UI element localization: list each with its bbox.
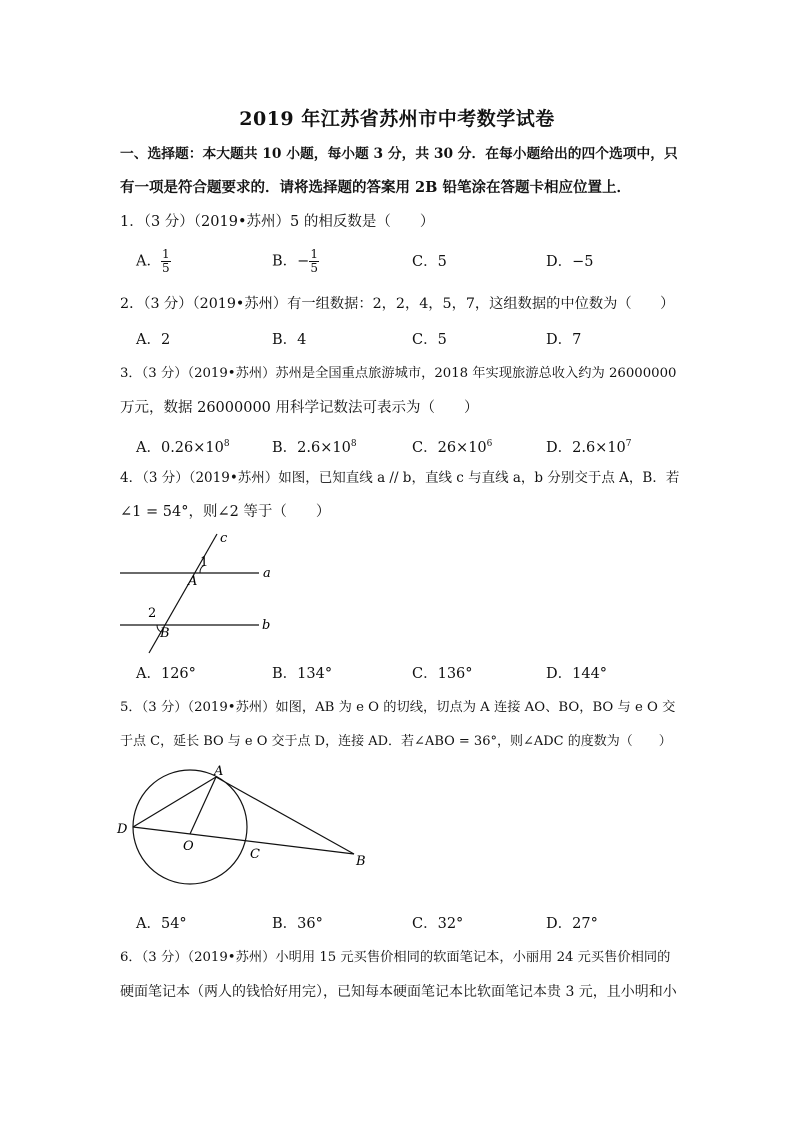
q1-option-c[interactable]: C．5 bbox=[412, 254, 447, 270]
question-3-options bbox=[0, 434, 794, 458]
q1-option-b-numerator: 1 bbox=[310, 247, 318, 261]
q3-option-b-base: B．2.6×10 bbox=[272, 440, 351, 456]
q2-option-a[interactable]: A．2 bbox=[136, 332, 171, 348]
question-5-options bbox=[0, 914, 794, 938]
q5-option-b[interactable]: B．36° bbox=[272, 916, 323, 932]
page-title: 2019 年江苏省苏州市中考数学试卷 bbox=[239, 108, 555, 130]
q2-option-c[interactable]: C．5 bbox=[412, 332, 447, 348]
question-3-line-1: 3．（3 分）（2019•苏州）苏州是全国重点旅游城市，2018 年实现旅游总收入约为 26000000 bbox=[120, 366, 677, 381]
section-header-line-1: 一、选择题：本大题共 10 小题，每小题 3 分，共 30 分．在每小题给出的四个选项中，只 bbox=[120, 146, 678, 162]
q4-figure bbox=[116, 530, 281, 655]
q3-option-a-exponent: 8 bbox=[223, 439, 230, 449]
q1-option-d[interactable]: D．−5 bbox=[546, 254, 594, 270]
question-4-line-2: ∠1 = 54°，则∠2 等于（ ） bbox=[120, 504, 331, 520]
q5-label-D: D bbox=[117, 822, 128, 837]
q3-option-d-base: D．2.6×10 bbox=[546, 440, 626, 456]
question-4-line-1: 4．（3 分）（2019•苏州）如图，已知直线 a // b，直线 c 与直线 a，b 分别交于点 A，B．若 bbox=[120, 470, 680, 486]
q1-option-b-denominator: 5 bbox=[310, 261, 318, 275]
q1-option-b-label: B．− bbox=[272, 253, 310, 270]
q1-option-a-label: A． bbox=[136, 253, 161, 270]
q4-label-B: B bbox=[160, 626, 170, 641]
q4-label-c: c bbox=[220, 531, 228, 546]
q3-option-c-base: C．26×10 bbox=[412, 440, 487, 456]
question-2-options bbox=[0, 330, 794, 354]
q3-option-b-exponent: 8 bbox=[350, 439, 357, 449]
question-5-line-1: 5．（3 分）（2019•苏州）如图，AB 为 e O 的切线，切点为 A 连接 AO、BO，BO 与 e O 交 bbox=[120, 700, 676, 715]
q5-segment-DB bbox=[133, 827, 354, 854]
q4-label-b: b bbox=[262, 618, 271, 633]
q4-option-d[interactable]: D．144° bbox=[546, 666, 608, 682]
q4-option-a[interactable]: A．126° bbox=[136, 666, 196, 682]
q5-segment-AD bbox=[133, 777, 216, 827]
question-4-options bbox=[0, 664, 794, 688]
q5-segment-AO bbox=[190, 777, 216, 834]
q1-option-a-numerator: 1 bbox=[161, 247, 170, 261]
q4-label-A: A bbox=[188, 574, 198, 589]
question-1-options bbox=[0, 247, 794, 275]
section-header-line-2: 有一项是符合题要求的．请将选择题的答案用 2B 铅笔涂在答题卡相应位置上． bbox=[120, 179, 631, 196]
q3-option-a[interactable] bbox=[136, 434, 230, 458]
q3-option-b[interactable] bbox=[272, 434, 357, 458]
q1-option-a-fraction bbox=[161, 248, 171, 275]
q5-label-O: O bbox=[183, 839, 194, 854]
q3-option-d[interactable] bbox=[546, 434, 632, 458]
q1-option-b[interactable] bbox=[272, 248, 319, 275]
q3-option-c-exponent: 6 bbox=[486, 439, 493, 449]
q1-option-a-denominator: 5 bbox=[161, 261, 170, 275]
question-1-text: 1．（3 分）（2019•苏州）5 的相反数是（ ） bbox=[120, 214, 435, 230]
q3-option-d-exponent: 7 bbox=[625, 439, 632, 449]
question-5-line-2: 于点 C，延长 BO 与 e O 交于点 D，连接 AD．若∠ABO = 36°，则∠ADC 的度数为（ ） bbox=[120, 734, 672, 749]
q4-label-1: 1 bbox=[200, 555, 209, 570]
q1-option-a[interactable] bbox=[136, 248, 171, 275]
q5-label-C: C bbox=[250, 847, 260, 862]
q5-option-c[interactable]: C．32° bbox=[412, 916, 464, 932]
question-3-line-2: 万元，数据 26000000 用科学记数法可表示为（ ） bbox=[120, 400, 479, 416]
q4-option-c[interactable]: C．136° bbox=[412, 666, 473, 682]
q4-label-a: a bbox=[263, 566, 271, 581]
q5-segment-AB bbox=[216, 777, 354, 854]
q3-option-c[interactable] bbox=[412, 434, 492, 458]
question-6-line-2: 硬面笔记本（两人的钱恰好用完），已知每本硬面笔记本比软面笔记本贵 3 元，且小明和小 bbox=[120, 984, 677, 1000]
q5-label-A: A bbox=[214, 765, 224, 779]
question-2-text: 2．（3 分）（2019•苏州）有一组数据：2，2，4，5，7，这组数据的中位数为（ ） bbox=[120, 296, 675, 312]
q4-label-2: 2 bbox=[148, 606, 157, 621]
q4-option-b[interactable]: B．134° bbox=[272, 666, 333, 682]
q5-option-a[interactable]: A．54° bbox=[136, 916, 187, 932]
q3-option-a-base: A．0.26×10 bbox=[136, 440, 224, 456]
q2-option-b[interactable]: B．4 bbox=[272, 332, 307, 348]
question-6-line-1: 6．（3 分）（2019•苏州）小明用 15 元买售价相同的软面笔记本，小丽用 24 元买售价相同的 bbox=[120, 950, 671, 965]
q2-option-d[interactable]: D．7 bbox=[546, 332, 582, 348]
q5-label-B: B bbox=[356, 854, 366, 869]
q5-option-d[interactable]: D．27° bbox=[546, 916, 598, 932]
q1-option-b-fraction bbox=[309, 248, 319, 275]
q5-circle bbox=[133, 770, 247, 884]
q5-figure bbox=[114, 765, 374, 900]
